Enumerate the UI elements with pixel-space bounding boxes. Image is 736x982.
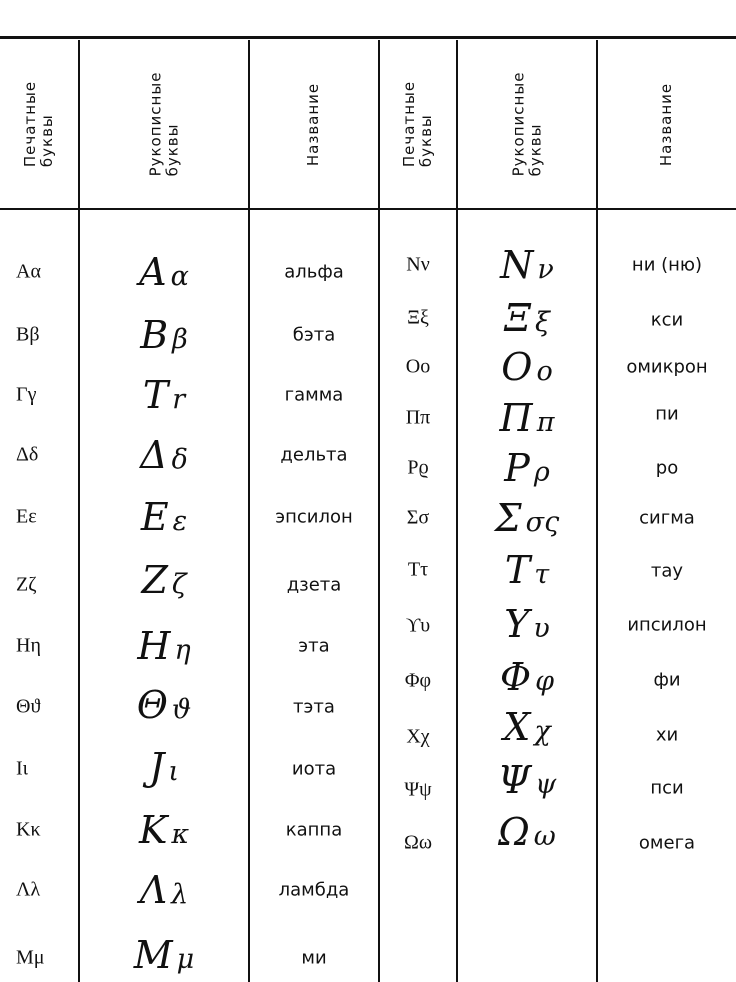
handwritten-lower: μ [176, 944, 195, 975]
header-printed-left [0, 42, 78, 206]
printed-letter: Δδ [16, 443, 39, 466]
printed-letter: Ξξ [407, 306, 429, 329]
letter-name: тау [650, 560, 684, 582]
header-text: Рукописные [146, 71, 164, 177]
handwritten-upper: N [500, 243, 534, 287]
handwritten-letter [458, 496, 596, 540]
printed-letter: Tτ [407, 558, 429, 581]
letter-name: фи [653, 669, 681, 691]
handwritten-letter [458, 446, 596, 490]
printed-letter: Nν [406, 253, 430, 276]
printed-letter: Ωω [403, 831, 433, 854]
handwritten-letter [80, 313, 248, 357]
printed-letter: Ππ [405, 406, 431, 429]
letter-name: эпсилон [275, 506, 353, 528]
handwritten-upper: Ψ [497, 758, 532, 802]
printed-letter: Pϱ [407, 456, 429, 479]
handwritten-upper: O [501, 345, 533, 389]
top-rule [0, 36, 736, 39]
handwritten-letter [458, 705, 596, 749]
handwritten-upper: J [149, 745, 165, 789]
letter-name: омега [638, 832, 696, 854]
handwritten-letter [80, 683, 248, 727]
letter-name: кси [650, 309, 684, 331]
handwritten-upper: M [133, 933, 173, 977]
printed-letter: Ψψ [404, 778, 432, 801]
header-text: Печатные [21, 80, 39, 168]
handwritten-letter [458, 548, 596, 592]
letter-name: дзета [286, 574, 342, 596]
header-name-left [250, 42, 378, 206]
header-handwritten-left [80, 42, 248, 206]
header-printed-right [380, 42, 456, 206]
handwritten-upper: Θ [136, 683, 168, 727]
handwritten-letter [80, 373, 248, 417]
letter-name: дельта [280, 444, 348, 466]
handwritten-upper: E [140, 495, 169, 539]
letter-name: каппа [285, 819, 343, 841]
letter-name: пси [650, 777, 684, 799]
handwritten-lower: δ [171, 444, 188, 475]
printed-letter: Mμ [16, 946, 45, 969]
header-text: Рукописные [509, 71, 527, 177]
printed-letter: Γγ [16, 383, 37, 406]
header-name-right [598, 42, 736, 206]
letter-name: ипсилон [627, 614, 707, 636]
handwritten-lower: β [172, 324, 188, 355]
handwritten-upper: Λ [139, 868, 168, 912]
letter-name: альфа [284, 261, 344, 283]
letter-name: бэта [292, 324, 336, 346]
printed-letter: ϒυ [405, 614, 431, 637]
handwritten-lower: ε [172, 506, 188, 537]
printed-letter: Oo [405, 355, 431, 378]
printed-letter: Bβ [16, 323, 40, 346]
letter-name: сигма [639, 507, 695, 529]
handwritten-lower: υ [533, 613, 550, 644]
printed-letter: Iι [16, 757, 29, 780]
header-text: Название [304, 82, 323, 166]
handwritten-letter [458, 655, 596, 699]
handwritten-upper: Ξ [504, 296, 531, 340]
letter-name: иота [291, 758, 337, 780]
handwritten-lower: η [174, 635, 191, 666]
handwritten-letter [80, 495, 248, 539]
header-text: буквы [526, 123, 544, 177]
printed-letter: Zζ [16, 573, 37, 596]
handwritten-letter [80, 250, 248, 294]
handwritten-lower: ψ [535, 769, 557, 800]
handwritten-upper: Σ [494, 496, 522, 540]
letter-name: гамма [284, 384, 344, 406]
handwritten-letter [458, 345, 596, 389]
handwritten-letter [80, 808, 248, 852]
handwritten-lower: ι [168, 756, 179, 787]
handwritten-letter [80, 624, 248, 668]
handwritten-letter [458, 296, 596, 340]
header-text: буквы [417, 114, 435, 168]
printed-letter: Hη [16, 634, 41, 657]
printed-letter: Aα [16, 260, 41, 283]
handwritten-lower: λ [171, 879, 189, 910]
printed-letter: Φφ [404, 669, 432, 692]
letter-name: омикрон [626, 356, 708, 378]
header-text: Название [657, 82, 676, 166]
handwritten-letter [80, 745, 248, 789]
handwritten-letter [458, 758, 596, 802]
handwritten-upper: Y [504, 602, 530, 646]
handwritten-letter [80, 868, 248, 912]
letter-name: ро [655, 457, 679, 479]
letter-name: ламбда [278, 879, 350, 901]
handwritten-upper: Ω [498, 810, 530, 854]
handwritten-upper: H [137, 624, 171, 668]
handwritten-upper: Φ [499, 655, 532, 699]
header-text: буквы [38, 114, 56, 168]
handwritten-lower: σς [525, 507, 560, 538]
handwritten-upper: Z [141, 558, 168, 602]
handwritten-letter [458, 396, 596, 440]
handwritten-upper: P [504, 446, 530, 490]
letter-name: ми [301, 947, 327, 969]
handwritten-upper: Π [499, 396, 533, 440]
handwritten-lower: r [172, 384, 186, 415]
letter-name: хи [655, 724, 679, 746]
letter-name: пи [655, 403, 679, 425]
handwritten-lower: φ [535, 666, 555, 697]
handwritten-lower: α [170, 261, 189, 292]
header-rule [0, 208, 736, 210]
printed-letter: Θϑ [16, 695, 41, 718]
printed-letter: Kκ [16, 818, 41, 841]
handwritten-lower: ξ [534, 307, 550, 338]
printed-letter: Σσ [406, 506, 430, 529]
handwritten-lower: ρ [533, 457, 550, 488]
header-text: Печатные [400, 80, 418, 168]
handwritten-letter [458, 602, 596, 646]
handwritten-upper: B [140, 313, 169, 357]
handwritten-upper: K [138, 808, 168, 852]
handwritten-letter [80, 558, 248, 602]
handwritten-upper: T [504, 548, 531, 592]
printed-letter: Xχ [406, 725, 430, 748]
handwritten-letter [458, 810, 596, 854]
handwritten-lower: ϑ [171, 694, 192, 725]
header-handwritten-right [458, 42, 596, 206]
letter-name: ни (ню) [631, 254, 703, 276]
handwritten-lower: κ [171, 819, 190, 850]
handwritten-upper: T [142, 373, 169, 417]
printed-letter: Λλ [16, 878, 41, 901]
handwritten-upper: A [139, 250, 167, 294]
letter-name: эта [298, 635, 330, 657]
handwritten-lower: π [536, 407, 555, 438]
handwritten-letter [80, 433, 248, 477]
handwritten-upper: X [503, 705, 531, 749]
header-text: буквы [163, 123, 181, 177]
handwritten-letter [80, 933, 248, 977]
handwritten-letter [458, 243, 596, 287]
handwritten-lower: ζ [171, 569, 187, 600]
handwritten-upper: Δ [140, 433, 168, 477]
letter-name: тэта [293, 696, 335, 718]
handwritten-lower: ν [537, 254, 554, 285]
handwritten-lower: τ [534, 559, 550, 590]
handwritten-lower: o [536, 356, 553, 387]
printed-letter: Eε [16, 505, 37, 528]
handwritten-lower: χ [534, 716, 551, 747]
handwritten-lower: ω [533, 821, 556, 852]
